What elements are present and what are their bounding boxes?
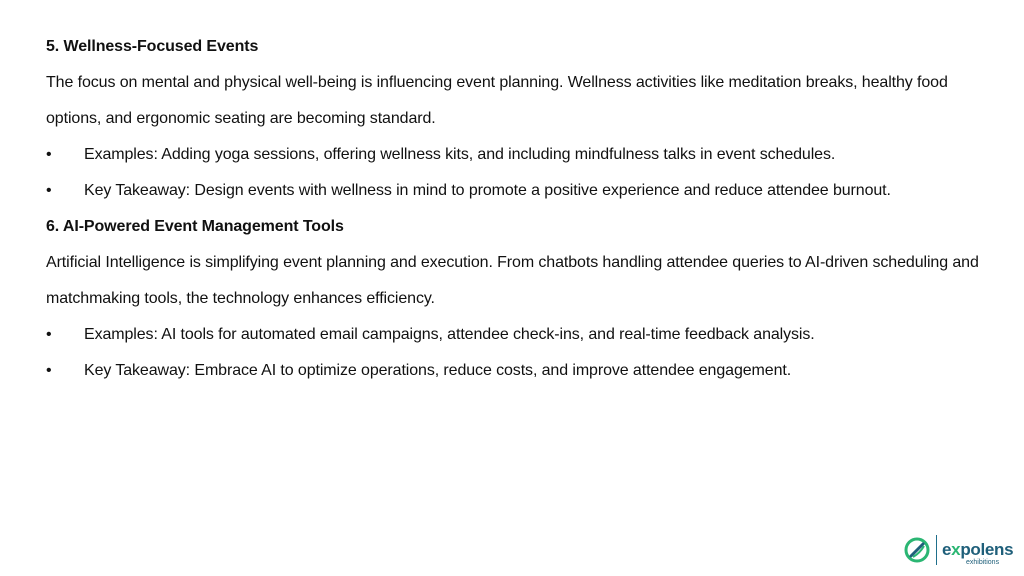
company-logo (904, 533, 1016, 569)
section-paragraph-ai: Artificial Intelligence is simplifying event planning and execution. From chatbots handling attendee queries to AI-driven scheduling and matchmaking tools, the technology enhances efficiency. (46, 254, 979, 307)
logo-divider (936, 535, 937, 565)
bullet-dot-icon: • (46, 326, 52, 343)
bullet-item (46, 317, 986, 353)
section-paragraph-wellness: The focus on mental and physical well-being is influencing event planning. Wellness activities like meditation breaks, healthy food options, and ergonomic seating are becoming standard. (46, 74, 948, 127)
logo-tagline: exhibitions (966, 559, 1000, 566)
logo-wordmark: expolens (942, 540, 1014, 559)
section-heading-ai: 6. AI-Powered Event Management Tools (46, 218, 344, 235)
bullet-item (46, 353, 986, 389)
bullet-item (46, 173, 986, 209)
bullet-dot-icon: • (46, 146, 52, 163)
section-heading-wellness: 5. Wellness-Focused Events (46, 38, 259, 55)
bullet-dot-icon: • (46, 182, 52, 199)
leaf-swoosh-icon (904, 537, 930, 563)
bullet-text: Examples: Adding yoga sessions, offering wellness kits, and including mindfulness talks in event schedules. (84, 146, 836, 163)
bullet-text: Key Takeaway: Embrace AI to optimize operations, reduce costs, and improve attendee engagement. (84, 362, 792, 379)
bullet-text: Examples: AI tools for automated email campaigns, attendee check-ins, and real-time feedback analysis. (84, 326, 815, 343)
bullet-item (46, 137, 986, 173)
slide-content (46, 29, 986, 389)
bullet-dot-icon: • (46, 362, 52, 379)
bullet-text: Key Takeaway: Design events with wellness in mind to promote a positive experience and reduce attendee burnout. (84, 182, 891, 199)
